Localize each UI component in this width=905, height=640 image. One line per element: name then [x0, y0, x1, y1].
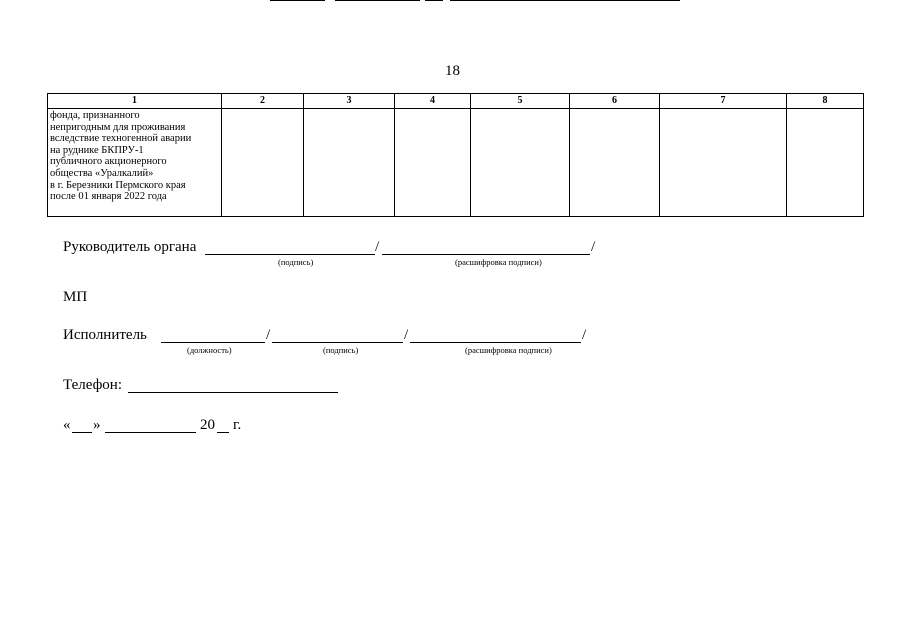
executor-label: Исполнитель: [63, 327, 147, 343]
column-header: 5: [471, 94, 570, 109]
table-cell: [787, 109, 864, 217]
date-year-line: [217, 432, 229, 433]
executor-signature-line: [272, 342, 403, 343]
phone-label: Телефон:: [63, 377, 122, 393]
column-header: 2: [222, 94, 304, 109]
scan-artifact: [425, 0, 443, 1]
column-header: 3: [304, 94, 395, 109]
caption-signature: (подпись): [323, 345, 359, 355]
column-header: 1: [48, 94, 222, 109]
description-line: на руднике БКПРУ-1: [50, 144, 144, 156]
separator-slash: /: [266, 327, 271, 343]
page-number: 18: [445, 63, 460, 79]
table-cell: [570, 109, 660, 217]
stamp-label: МП: [63, 289, 88, 305]
caption-decoding: (расшифровка подписи): [465, 345, 552, 355]
description-line: вследствие техногенной аварии: [50, 133, 192, 145]
date-month-line: [105, 432, 196, 433]
description-line: общества «Уралкалий»: [50, 167, 154, 179]
caption-signature: (подпись): [278, 257, 314, 267]
table-cell: [222, 109, 304, 217]
column-header: 7: [660, 94, 787, 109]
description-line: в г. Березники Пермского края: [50, 179, 186, 191]
column-header: 6: [570, 94, 660, 109]
head-signature-line: [205, 254, 375, 255]
table-cell: [660, 109, 787, 217]
scan-artifact: [270, 0, 325, 1]
executor-position-line: [161, 342, 265, 343]
separator-slash: /: [375, 239, 380, 255]
scan-artifact: [335, 0, 420, 1]
table-row: [48, 109, 864, 217]
head-decoding-line: [382, 254, 590, 255]
column-header: 4: [395, 94, 471, 109]
separator-slash: /: [582, 327, 587, 343]
column-header: 8: [787, 94, 864, 109]
date-day-line: [72, 432, 92, 433]
table-cell: [395, 109, 471, 217]
date-open-quote: «: [63, 417, 71, 433]
table-cell: [304, 109, 395, 217]
description-line: фонда, признанного: [50, 110, 140, 121]
caption-decoding: (расшифровка подписи): [455, 257, 542, 267]
executor-decoding-line: [410, 342, 581, 343]
separator-slash: /: [404, 327, 409, 343]
table-cell-description: [48, 109, 222, 217]
scan-artifact: [450, 0, 680, 1]
description-line: непригодным для проживания: [50, 121, 186, 133]
date-year-suffix: г.: [233, 417, 242, 433]
description-line: после 01 января 2022 года: [50, 191, 167, 203]
description-line: публичного акционерного: [50, 156, 167, 168]
data-table: [47, 93, 864, 217]
separator-slash: /: [591, 239, 596, 255]
caption-position: (должность): [187, 345, 232, 355]
date-close-quote: »: [93, 417, 101, 433]
head-label: Руководитель органа: [63, 239, 197, 255]
phone-line: [128, 392, 338, 393]
table-header-row: [48, 94, 864, 109]
date-year-prefix: 20: [200, 417, 215, 433]
table-cell: [471, 109, 570, 217]
